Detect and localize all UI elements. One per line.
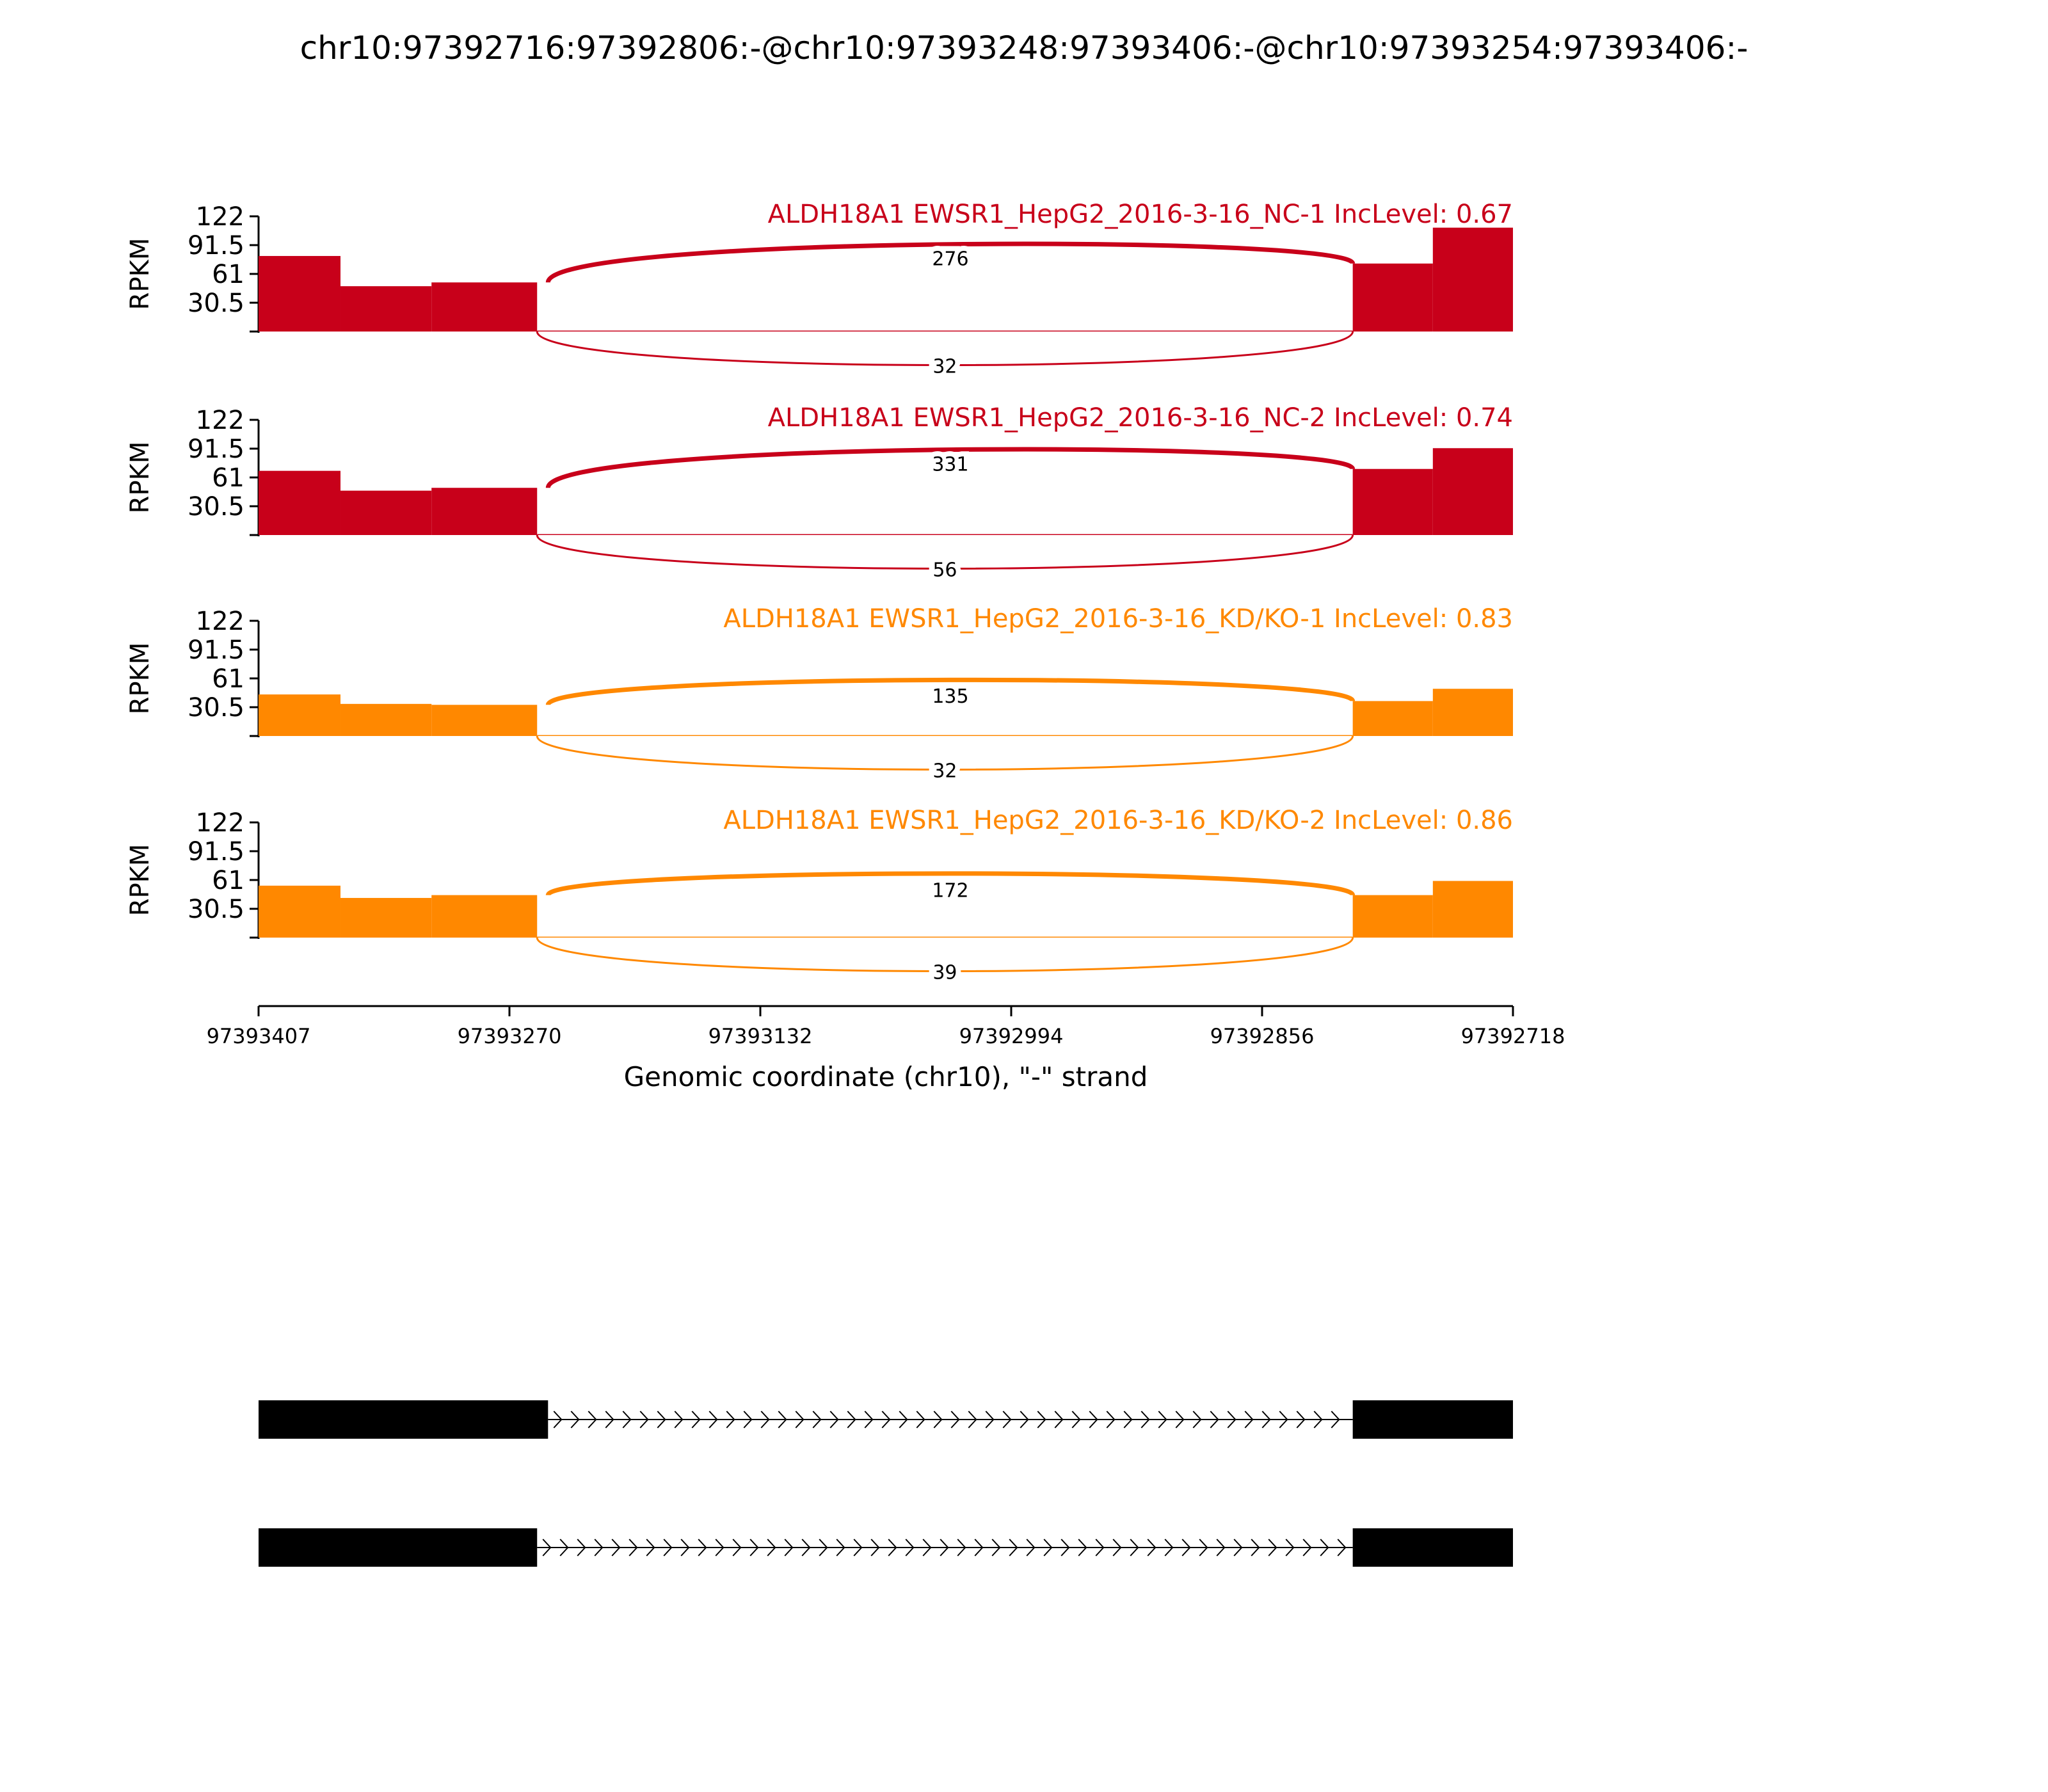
sample-label: ALDH18A1 EWSR1_HepG2_2016-3-16_KD/KO-2 IncLevel: 0.86 — [723, 806, 1513, 835]
x-tick-label: 97393270 — [457, 1024, 562, 1048]
coverage-bar — [537, 534, 1352, 535]
x-tick-label: 97393407 — [206, 1024, 311, 1048]
coverage-bar — [340, 898, 431, 938]
junction-count: 276 — [932, 248, 969, 271]
coverage-bar — [259, 471, 340, 535]
y-tick-label: 122 — [195, 406, 244, 435]
coverage-bar — [259, 886, 340, 938]
y-axis-label: RPKM — [125, 441, 155, 514]
y-tick-label: 61 — [212, 260, 244, 289]
y-tick-label: 122 — [195, 202, 244, 232]
x-tick-label: 97392994 — [959, 1024, 1064, 1048]
y-tick-label: 61 — [212, 463, 244, 493]
junction-count: 56 — [932, 559, 957, 582]
coverage-bar — [1433, 881, 1513, 938]
y-tick-label: 91.5 — [187, 636, 244, 665]
y-tick-label: 122 — [195, 607, 244, 636]
coverage-bar — [1353, 895, 1433, 938]
coverage-bar — [537, 331, 1352, 332]
plot-title: chr10:97392716:97392806:-@chr10:97393248:97393406:-@chr10:97393254:97393406:- — [300, 29, 1748, 67]
x-tick-label: 97392718 — [1460, 1024, 1565, 1048]
y-axis-label: RPKM — [125, 844, 155, 916]
y-axis-label: RPKM — [125, 237, 155, 310]
track-1 — [125, 200, 1513, 378]
track-3 — [125, 604, 1513, 783]
exon-block — [259, 1528, 537, 1567]
y-tick-label: 122 — [195, 808, 244, 838]
sample-label: ALDH18A1 EWSR1_HepG2_2016-3-16_NC-1 IncLevel: 0.67 — [767, 200, 1513, 229]
y-tick-label: 61 — [212, 664, 244, 694]
coverage-bar — [1353, 701, 1433, 736]
exon-block — [1353, 1528, 1513, 1567]
isoform-1 — [259, 1400, 1513, 1439]
x-tick-label: 97393132 — [708, 1024, 813, 1048]
coverage-bar — [340, 491, 431, 535]
coverage-bar — [1353, 469, 1433, 535]
coverage-bar — [340, 286, 431, 332]
junction-count: 172 — [932, 879, 969, 902]
y-axis-label: RPKM — [125, 642, 155, 715]
coverage-bar — [1433, 689, 1513, 736]
coverage-bar — [431, 282, 537, 332]
track-4 — [125, 806, 1513, 984]
junction-count: 32 — [932, 760, 957, 783]
coverage-bar — [259, 256, 340, 332]
x-axis — [207, 1006, 1565, 1048]
y-tick-label: 30.5 — [187, 289, 244, 318]
junction-count: 39 — [932, 961, 957, 984]
coverage-bar — [1433, 448, 1513, 535]
junction-count: 331 — [932, 453, 969, 476]
isoform-2 — [259, 1528, 1513, 1567]
coverage-bar — [1433, 228, 1513, 332]
junction-count: 135 — [932, 685, 969, 708]
track-2 — [125, 403, 1513, 582]
exon-block — [259, 1400, 548, 1439]
junction-count: 32 — [932, 355, 957, 378]
y-tick-label: 91.5 — [187, 435, 244, 464]
isoform-models — [259, 1400, 1513, 1567]
sample-label: ALDH18A1 EWSR1_HepG2_2016-3-16_NC-2 IncLevel: 0.74 — [767, 403, 1513, 433]
y-tick-label: 91.5 — [187, 837, 244, 867]
y-tick-label: 30.5 — [187, 492, 244, 522]
coverage-bar — [431, 705, 537, 736]
coverage-bar — [431, 488, 537, 535]
x-axis-label: Genomic coordinate (chr10), "-" strand — [623, 1061, 1148, 1092]
coverage-tracks — [125, 200, 1513, 984]
coverage-bar — [537, 735, 1352, 736]
coverage-bar — [537, 937, 1352, 938]
coverage-bar — [340, 704, 431, 736]
sample-label: ALDH18A1 EWSR1_HepG2_2016-3-16_KD/KO-1 IncLevel: 0.83 — [723, 604, 1513, 634]
coverage-bar — [259, 694, 340, 736]
y-tick-label: 91.5 — [187, 231, 244, 260]
y-tick-label: 30.5 — [187, 693, 244, 723]
exon-block — [1353, 1400, 1513, 1439]
coverage-bar — [431, 895, 537, 938]
coverage-bar — [1353, 264, 1433, 332]
y-tick-label: 30.5 — [187, 895, 244, 924]
x-tick-label: 97392856 — [1210, 1024, 1315, 1048]
y-tick-label: 61 — [212, 866, 244, 895]
